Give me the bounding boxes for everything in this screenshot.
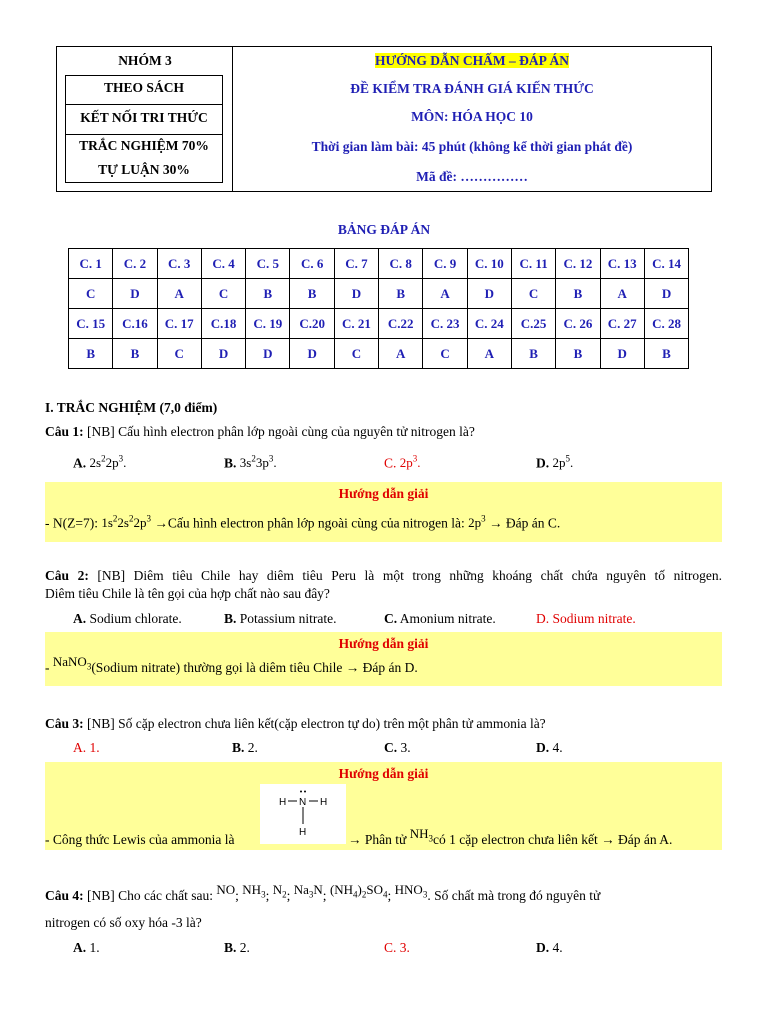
answer-cell: A	[423, 279, 467, 309]
option-letter: B.	[232, 740, 245, 755]
guide-title: Hướng dẫn giải	[338, 636, 429, 651]
answer-cell: B	[379, 279, 423, 309]
q4-option-a	[73, 940, 100, 956]
guide-text	[45, 654, 418, 678]
exam-title: ĐỀ KIỂM TRA ĐÁNH GIÁ KIẾN THỨC	[350, 81, 594, 96]
answer-cell: B	[246, 279, 290, 309]
subscript: 3	[86, 661, 92, 672]
lewis-structure-ammonia	[260, 784, 346, 844]
guide-body: (Sodium nitrate) thường gọi là diêm tiêu Chile → Đáp án D.	[91, 660, 418, 675]
question-number-cell: C. 15	[69, 309, 113, 339]
book-line-4: TỰ LUẬN 30%	[98, 162, 190, 177]
separator: ;	[286, 888, 291, 903]
answer-cell: C	[423, 339, 467, 369]
question-number-cell: C.16	[113, 309, 157, 339]
superscript: 2	[251, 454, 256, 464]
option-letter: A.	[73, 455, 87, 471]
q1-option-b	[224, 454, 277, 471]
answer-cell: B	[113, 339, 157, 369]
question-number-cell: C. 24	[467, 309, 511, 339]
header-right-cell	[233, 47, 711, 191]
q1-option-d	[536, 454, 573, 471]
option-letter: D.	[536, 611, 550, 626]
subscript: 3	[422, 889, 428, 900]
option-text: Sodium nitrate.	[549, 611, 636, 626]
divider	[66, 134, 222, 135]
section-title: I. TRẮC NGHIỆM (7,0 điểm)	[45, 400, 218, 415]
option-letter: D.	[536, 740, 550, 755]
formula-part: 2s	[89, 455, 102, 471]
guide-middle: →Cấu hình electron phân lớp ngoài cùng của nitrogen là:	[150, 515, 469, 531]
answer-table-header-row	[69, 249, 689, 279]
species: NO	[216, 882, 236, 897]
option-text: 4.	[549, 940, 563, 955]
q2-option-b	[224, 611, 337, 627]
species: SO	[366, 882, 384, 897]
question-number-cell: C. 5	[246, 249, 290, 279]
question-number-cell: C.25	[511, 309, 555, 339]
question-4-line-1: Câu 4: [NB] Cho các chất sau: NO; $NH_3$; $N_2$; $Na_3N$; $(NH_4)_2SO_4$; $HNO_3$. Số chất mà trong đó nguyên tử	[45, 882, 601, 903]
option-text: 3.	[396, 940, 410, 955]
answer-cell: C	[201, 279, 245, 309]
book-line-3: TRẮC NGHIỆM 70%	[79, 138, 209, 153]
option-letter: A.	[73, 940, 87, 955]
answer-cell: C	[69, 279, 113, 309]
question-number-cell: C. 8	[379, 249, 423, 279]
lewis-diagram	[260, 784, 346, 844]
formula-part: 2p	[552, 455, 566, 471]
option-letter: D.	[536, 940, 550, 955]
question-number-cell: C. 13	[600, 249, 644, 279]
option-text: 1.	[86, 740, 100, 755]
header-left-cell	[57, 47, 233, 191]
answer-table-title: BẢNG ĐÁP ÁN	[337, 222, 431, 237]
q2-guide	[45, 632, 722, 686]
question-label: Câu 4:	[45, 888, 84, 903]
formula-part: NH	[409, 826, 429, 841]
superscript: 2	[128, 514, 134, 524]
divider	[66, 104, 222, 105]
answer-cell: B	[644, 339, 688, 369]
question-number-cell: C. 23	[423, 309, 467, 339]
question-number-cell: C. 10	[467, 249, 511, 279]
guide-text	[45, 514, 560, 531]
question-number-cell: C. 14	[644, 249, 688, 279]
answer-cell: D	[113, 279, 157, 309]
guide-body: có 1 cặp electron chưa liên kết → Đáp án A.	[432, 832, 673, 847]
superscript: 3	[268, 454, 274, 464]
question-number-cell: C. 27	[600, 309, 644, 339]
question-number-cell: C.20	[290, 309, 334, 339]
question-label: Câu 1:	[45, 424, 84, 439]
q2-option-a	[73, 611, 182, 627]
question-number-cell: C. 9	[423, 249, 467, 279]
question-text: [NB] Cấu hình electron phân lớp ngoài cùng của nguyên tử nitrogen là?	[83, 424, 475, 439]
q3-guide	[45, 762, 722, 850]
answer-cell: C	[511, 279, 555, 309]
subscript: 3	[308, 889, 314, 900]
guide-title: Hướng dẫn giải	[338, 486, 429, 501]
answer-cell: D	[246, 339, 290, 369]
option-letter: C.	[384, 611, 398, 626]
answer-cell: A	[379, 339, 423, 369]
question-number-cell: C.18	[201, 309, 245, 339]
subscript: 3	[261, 889, 266, 900]
q3-option-c	[384, 740, 411, 756]
formula-part: 3s	[239, 455, 252, 471]
formula-part: NaNO	[52, 654, 87, 669]
formula-part: 2p	[105, 455, 119, 471]
superscript: 3	[146, 514, 151, 524]
species: HNO	[394, 882, 423, 897]
answer-cell: A	[467, 339, 511, 369]
guide-prefix: -	[45, 660, 53, 675]
superscript: 5	[565, 454, 570, 464]
question-number-cell: C. 4	[201, 249, 245, 279]
question-3	[45, 716, 546, 732]
lewis-h-bottom: H	[299, 827, 307, 838]
q4-option-c	[384, 940, 410, 956]
doc-title	[233, 53, 711, 69]
option-letter: C.	[384, 740, 398, 755]
subscript: 2	[282, 889, 287, 900]
formula-end: .	[417, 455, 421, 471]
formula-part: 2p	[468, 515, 482, 531]
option-text: 2.	[236, 940, 250, 955]
answer-table-answer-row	[69, 339, 689, 369]
q1-option-c	[384, 454, 421, 471]
answer-cell: D	[467, 279, 511, 309]
question-number-cell: C. 2	[113, 249, 157, 279]
question-text: [NB] Cho các chất sau:	[83, 888, 217, 903]
guide-text-left: - Công thức Lewis của ammonia là	[45, 832, 235, 847]
answer-cell: D	[290, 339, 334, 369]
formula-end: .	[570, 455, 574, 471]
doc-title-highlight: HƯỚNG DẪN CHẤM – ĐÁP ÁN	[374, 53, 570, 68]
q3-option-a	[73, 740, 100, 756]
answer-cell: D	[600, 339, 644, 369]
answer-cell: D	[201, 339, 245, 369]
formula-part: 2p	[133, 515, 147, 531]
question-text-end: . Số chất mà trong đó nguyên tử	[427, 888, 601, 903]
option-letter: D.	[536, 455, 550, 471]
q1-option-a	[73, 454, 126, 471]
question-text: [NB] Diêm tiêu Chile hay diêm tiêu Peru là một trong những khoáng chất chứa nguyên tố nitrogen.	[88, 568, 722, 583]
option-letter: B.	[224, 455, 237, 471]
question-number-cell: C. 17	[157, 309, 201, 339]
book-line-1: THEO SÁCH	[104, 80, 184, 95]
book-info-box	[65, 75, 223, 183]
lewis-n: N	[299, 797, 307, 808]
species: N	[272, 882, 283, 897]
answer-cell: D	[334, 279, 378, 309]
question-2-line-1	[45, 568, 722, 584]
superscript: 3	[481, 514, 486, 524]
question-4-line-2: nitrogen có số oxy hóa -3 là?	[45, 915, 202, 930]
question-label: Câu 2:	[45, 568, 89, 583]
question-number-cell: C. 6	[290, 249, 334, 279]
option-text: Potassium nitrate.	[236, 611, 337, 626]
q2-option-c	[384, 611, 496, 627]
formula-end: .	[273, 455, 277, 471]
separator: ;	[387, 888, 392, 903]
species-list	[216, 882, 235, 897]
superscript: 3	[412, 454, 418, 464]
subscript: 3	[428, 833, 433, 844]
answer-cell: B	[511, 339, 555, 369]
guide-text-right	[348, 826, 673, 850]
answer-cell: D	[644, 279, 688, 309]
answer-table-answer-row	[69, 279, 689, 309]
guide-prefix: - N(Z=7):	[45, 515, 102, 531]
exam-code: Mã đề: ……………	[416, 169, 528, 184]
option-letter: C.	[384, 455, 397, 471]
answer-cell: A	[600, 279, 644, 309]
answer-cell: B	[556, 339, 600, 369]
question-number-cell: C. 3	[157, 249, 201, 279]
species: Na	[293, 882, 309, 897]
q3-option-b	[232, 740, 258, 756]
formula-part: 1s	[101, 515, 113, 531]
option-text: Amonium nitrate.	[397, 611, 496, 626]
separator: ;	[322, 888, 327, 903]
question-number-cell: C. 21	[334, 309, 378, 339]
subscript: 4	[383, 889, 388, 900]
book-line-2: KẾT NỐI TRI THỨC	[80, 110, 208, 125]
question-label: Câu 3:	[45, 716, 84, 731]
subject: MÔN: HÓA HỌC 10	[411, 109, 533, 124]
answer-table-header-row	[69, 309, 689, 339]
question-number-cell: C. 26	[556, 309, 600, 339]
lewis-h-right: H	[320, 797, 328, 808]
option-text: Sodium chlorate.	[86, 611, 182, 626]
question-2-line-2: Diêm tiêu Chile là tên gọi của hợp chất nào sau đây?	[45, 586, 330, 601]
subscript: 2	[361, 889, 367, 900]
question-number-cell: C.22	[379, 309, 423, 339]
q4-option-d	[536, 940, 563, 956]
species: N	[313, 882, 323, 897]
question-number-cell: C. 7	[334, 249, 378, 279]
separator: ;	[265, 888, 270, 903]
question-text: [NB] Số cặp electron chưa liên kết(cặp electron tự do) trên một phân tử ammonia là?	[83, 716, 546, 731]
species: NH	[242, 882, 262, 897]
question-number-cell: C. 12	[556, 249, 600, 279]
option-letter: B.	[224, 940, 237, 955]
formula-part: 2p	[399, 455, 413, 471]
option-text: 3.	[397, 740, 411, 755]
option-text: 1.	[86, 940, 100, 955]
q1-guide	[45, 482, 722, 542]
q3-option-d	[536, 740, 563, 756]
option-letter: B.	[224, 611, 237, 626]
formula-part: 2s	[117, 515, 129, 531]
option-text: 4.	[549, 740, 563, 755]
subscript: 4	[353, 889, 358, 900]
answer-cell: C	[157, 339, 201, 369]
question-1	[45, 424, 475, 440]
lewis-h-left: H	[279, 797, 287, 808]
group-label: NHÓM 3	[118, 53, 172, 68]
question-number-cell: C. 11	[511, 249, 555, 279]
species: (NH	[329, 882, 354, 897]
answer-cell: A	[157, 279, 201, 309]
guide-title: Hướng dẫn giải	[338, 766, 429, 781]
time-limit: Thời gian làm bài: 45 phút (không kể thời gian phát đề)	[311, 139, 633, 154]
formula-end: .	[123, 455, 127, 471]
answer-cell: B	[290, 279, 334, 309]
superscript: 2	[112, 514, 118, 524]
question-number-cell: C. 1	[69, 249, 113, 279]
guide-end: → Đáp án C.	[485, 515, 561, 531]
question-number-cell: C. 28	[644, 309, 688, 339]
answer-cell: C	[334, 339, 378, 369]
answer-table	[68, 248, 689, 369]
superscript: 2	[101, 454, 106, 464]
superscript: 3	[118, 454, 124, 464]
option-text: 2.	[244, 740, 258, 755]
option-letter: A.	[73, 611, 87, 626]
header-box	[56, 46, 712, 192]
option-letter: C.	[384, 940, 397, 955]
q2-option-d	[536, 611, 636, 627]
separator: ;	[235, 888, 239, 903]
formula-part: 3p	[255, 455, 269, 471]
q4-option-b	[224, 940, 250, 956]
answer-cell: B	[69, 339, 113, 369]
question-number-cell: C. 19	[246, 309, 290, 339]
guide-body: → Phân tử	[348, 832, 410, 847]
option-letter: A.	[73, 740, 87, 755]
answer-cell: B	[556, 279, 600, 309]
